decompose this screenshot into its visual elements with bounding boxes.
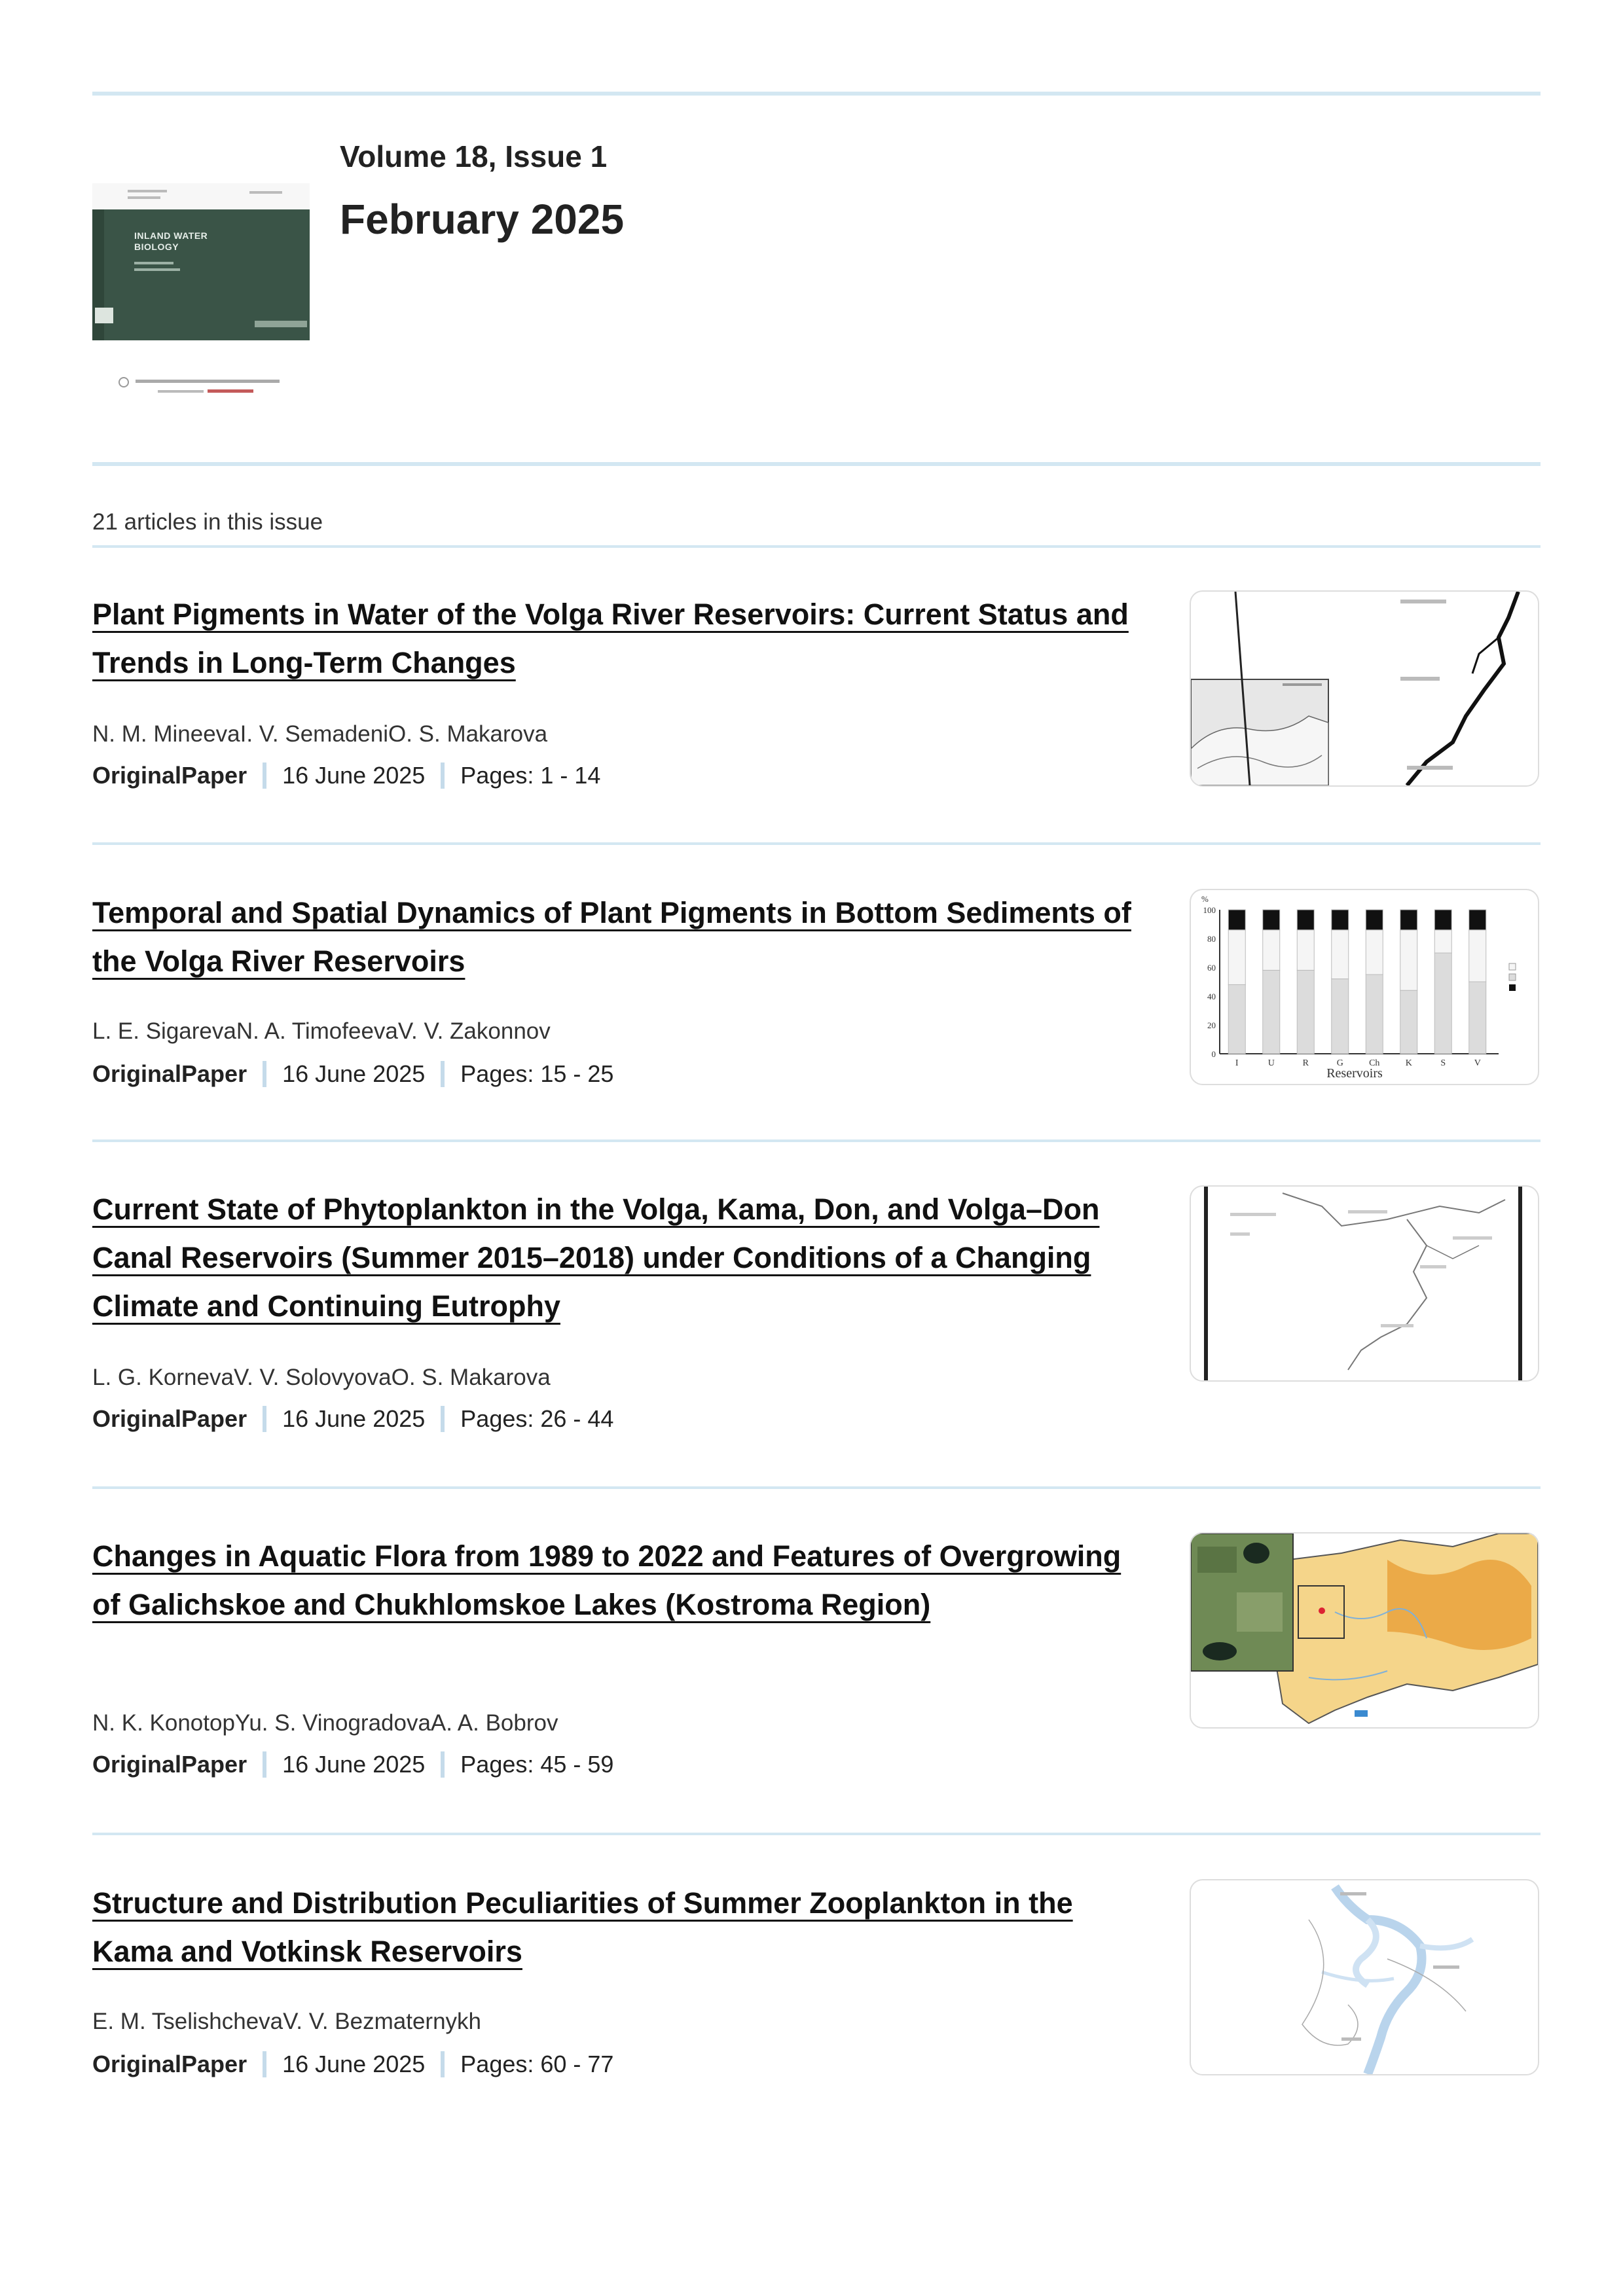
article-authors: N. K. KonotopYu. S. VinogradovaA. A. Bobrov: [92, 1710, 558, 1736]
chart-x-tick-label: K: [1405, 1058, 1412, 1068]
meta-separator: [263, 1751, 266, 1778]
article-thumbnail[interactable]: [1190, 590, 1539, 787]
article-type: OriginalPaper: [92, 2051, 247, 2077]
article-count: 21 articles in this issue: [92, 509, 323, 535]
article-pages: Pages: 45 - 59: [460, 1751, 614, 1778]
chart-y-tick-label: 0: [1211, 1049, 1216, 1059]
meta-separator: [441, 1406, 445, 1432]
bar-lower-segment: [1228, 984, 1245, 1054]
bar-middle-segment: [1263, 930, 1280, 971]
article-authors: N. M. MineevaI. V. SemadeniO. S. Makarova: [92, 721, 548, 747]
article-pages: Pages: 15 - 25: [460, 1060, 614, 1087]
bar-top-segment: [1434, 910, 1451, 930]
bar-top-segment: [1400, 910, 1417, 930]
article-title-link[interactable]: Current State of Phytoplankton in the Volga, Kama, Don, and Volga–Don Canal Reservoirs (Summer 2015–2018) under Conditions of a Changing Climate and Continuing Eutrophy: [92, 1193, 1100, 1323]
satellite-region-map-figure: [1191, 1534, 1538, 1727]
bar-lower-segment: [1297, 970, 1314, 1054]
river-map-figure: [1191, 592, 1538, 785]
article-thumbnail[interactable]: [1190, 1879, 1539, 2075]
bar-lower-segment: [1366, 975, 1383, 1054]
bar-middle-segment: [1400, 930, 1417, 990]
bar-top-segment: [1332, 910, 1349, 930]
article-meta: [92, 1060, 613, 1088]
bar-top-segment: [1366, 910, 1383, 930]
bar-lower-segment: [1469, 982, 1486, 1054]
bar-middle-segment: [1469, 930, 1486, 982]
bar-middle-segment: [1228, 930, 1245, 985]
article-meta: [92, 762, 600, 789]
meta-separator: [441, 762, 445, 789]
bar-lower-segment: [1434, 953, 1451, 1054]
reservoir-map-figure: [1191, 1187, 1538, 1380]
bar-middle-segment: [1434, 930, 1451, 953]
meta-separator: [441, 2051, 445, 2077]
cover-journal-title: INLAND WATER BIOLOGY: [134, 230, 208, 252]
chart-y-tick-label: 100: [1203, 905, 1216, 915]
meta-separator: [263, 762, 266, 789]
article-item: [92, 1185, 1541, 1447]
article-date: 16 June 2025: [282, 1060, 426, 1087]
header-divider: [92, 462, 1541, 466]
article-type: OriginalPaper: [92, 1405, 247, 1432]
bar-lower-segment: [1263, 970, 1280, 1054]
bar-middle-segment: [1366, 930, 1383, 975]
bar-top-segment: [1469, 910, 1486, 930]
chart-x-tick-label: V: [1474, 1058, 1481, 1068]
article-authors: L. G. KornevaV. V. SolovyovaO. S. Makarova: [92, 1365, 551, 1390]
chart-x-tick-label: Ch: [1369, 1058, 1380, 1068]
article-pages: Pages: 60 - 77: [460, 2051, 614, 2077]
stacked-bar-chart-figure: [1191, 890, 1538, 1084]
bar-top-segment: [1228, 910, 1245, 930]
volume-issue-heading: Volume 18, Issue 1: [340, 139, 608, 173]
bar-middle-segment: [1332, 930, 1349, 979]
article-divider: [92, 842, 1541, 845]
chart-x-axis-label: Reservoirs: [1326, 1066, 1383, 1081]
chart-y-tick-label: 60: [1207, 963, 1216, 973]
chart-y-axis-label: %: [1201, 894, 1209, 904]
article-pages: Pages: 26 - 44: [460, 1405, 614, 1432]
article-title-link[interactable]: Plant Pigments in Water of the Volga River Reservoirs: Current Status and Trends in Long-Term Changes: [92, 598, 1129, 679]
article-date: 16 June 2025: [282, 1405, 426, 1432]
article-meta: [92, 1405, 613, 1433]
article-title-link[interactable]: Changes in Aquatic Flora from 1989 to 2022 and Features of Overgrowing of Galichskoe and Chukhlomskoe Lakes (Kostroma Region): [92, 1539, 1122, 1621]
meta-separator: [263, 1406, 266, 1432]
article-authors: E. M. TselishchevaV. V. Bezmaternykh: [92, 2009, 482, 2034]
meta-separator: [263, 1061, 266, 1087]
bar-top-segment: [1297, 910, 1314, 930]
chart-x-tick-label: R: [1302, 1058, 1309, 1068]
article-date: 16 June 2025: [282, 762, 426, 789]
bar-lower-segment: [1332, 979, 1349, 1054]
publisher-logo: [119, 373, 289, 399]
chart-x-tick-label: S: [1440, 1058, 1446, 1068]
article-type: OriginalPaper: [92, 1751, 247, 1778]
issue-date-heading: February 2025: [340, 196, 625, 243]
article-item: [92, 1532, 1541, 1794]
article-title-link[interactable]: Temporal and Spatial Dynamics of Plant Pigments in Bottom Sediments of the Volga River Reservoirs: [92, 896, 1131, 978]
article-item: [92, 1879, 1541, 2082]
issue-header: [92, 131, 1541, 445]
meta-separator: [441, 1061, 445, 1087]
article-divider: [92, 1486, 1541, 1489]
count-divider: [92, 545, 1541, 548]
article-meta: [92, 2051, 613, 2078]
meta-separator: [263, 2051, 266, 2077]
chart-x-tick-label: G: [1336, 1058, 1343, 1068]
article-item: [92, 889, 1541, 1092]
article-thumbnail[interactable]: [1190, 889, 1539, 1085]
chart-x-tick-label: I: [1235, 1058, 1239, 1068]
journal-cover-image[interactable]: [92, 183, 310, 340]
article-meta: [92, 1751, 613, 1778]
bar-lower-segment: [1400, 990, 1417, 1054]
article-date: 16 June 2025: [282, 2051, 426, 2077]
chart-y-tick-label: 80: [1207, 934, 1216, 944]
article-divider: [92, 1139, 1541, 1142]
article-type: OriginalPaper: [92, 1060, 247, 1087]
chart-x-tick-label: U: [1267, 1058, 1275, 1068]
chart-y-tick-label: 20: [1207, 1020, 1216, 1030]
bar-top-segment: [1263, 910, 1280, 930]
article-thumbnail[interactable]: [1190, 1532, 1539, 1729]
bar-middle-segment: [1297, 930, 1314, 971]
reservoir-area-map-figure: [1191, 1880, 1538, 2074]
article-item: [92, 590, 1541, 793]
chart-y-tick-label: 40: [1207, 992, 1216, 1001]
article-pages: Pages: 1 - 14: [460, 762, 601, 789]
article-type: OriginalPaper: [92, 762, 247, 789]
article-thumbnail[interactable]: [1190, 1185, 1539, 1382]
article-title-link[interactable]: Structure and Distribution Peculiarities of Summer Zooplankton in the Kama and Votkinsk Reservoirs: [92, 1886, 1073, 1968]
meta-separator: [441, 1751, 445, 1778]
article-divider: [92, 1833, 1541, 1835]
article-authors: L. E. SigarevaN. A. TimofeevaV. V. Zakonnov: [92, 1018, 551, 1044]
top-divider: [92, 92, 1541, 96]
article-date: 16 June 2025: [282, 1751, 426, 1778]
